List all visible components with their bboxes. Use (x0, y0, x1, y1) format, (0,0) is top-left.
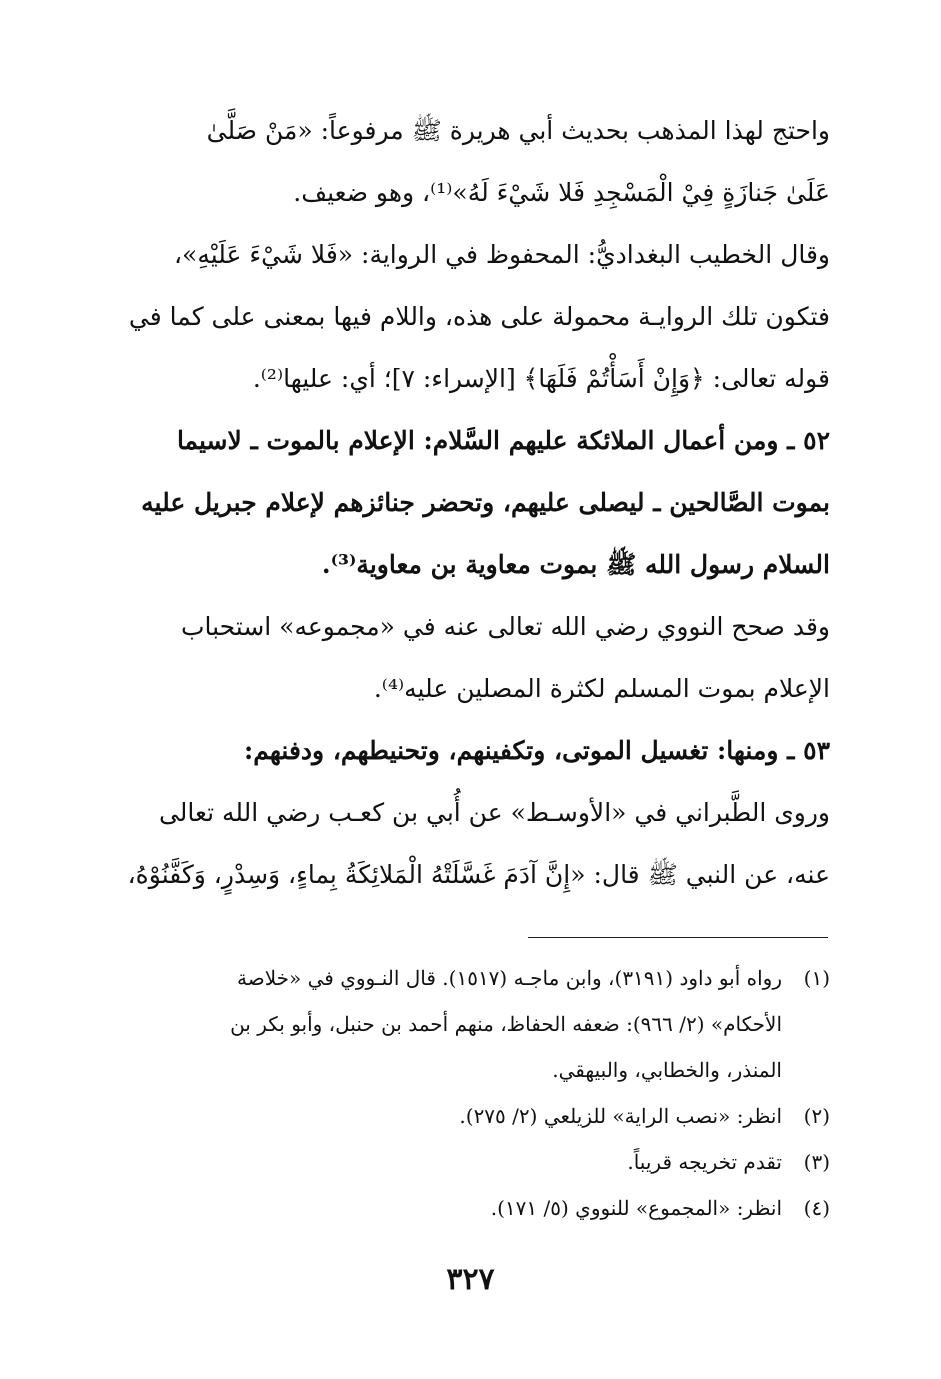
footnote-line (110, 955, 830, 1001)
paragraph (110, 782, 830, 906)
footnote-line: الأحكام» (٢/ ٩٦٦): ضعفه الحفاظ، منهم أحمد بن حنبل، وأبو بكر بن (230, 1012, 782, 1036)
text-line: ٥٢ ـ ومن أعمال الملائكة عليهم السَّلام: الإعلام بالموت ـ لاسيما (176, 426, 830, 455)
footnote-number: (١) (803, 966, 830, 990)
footnote-number: (٢) (803, 1104, 830, 1128)
text-line: وروى الطَّبراني في «الأوسـط» عن أُبي بن كعـب رضي الله تعالى (158, 798, 830, 827)
footnote-number: (٣) (803, 1150, 830, 1174)
footnote (110, 1139, 830, 1185)
text-line: السلام رسول الله ﷺ بموت معاوية بن معاوية⁽³⁾. (321, 550, 830, 579)
footnote-line (110, 1185, 830, 1231)
main-text (110, 100, 830, 906)
text-line: واحتج لهذا المذهب بحديث أبي هريرة ﷺ مرفوعاً: «مَنْ صَلَّىٰ (206, 116, 830, 145)
text-line: بموت الصَّالحين ـ ليصلى عليهم، وتحضر جنائزهم لإعلام جبريل عليه (141, 488, 830, 517)
footnote (110, 1185, 830, 1231)
text-line: وقد صحح النووي رضي الله تعالى عنه في «مجموعه» استحباب (180, 612, 830, 641)
text-line: قوله تعالى: ﴿وَإِنْ أَسَأْتُمْ فَلَهَا﴾ [الإسراء: ٧]؛ أي: عليها⁽²⁾. (252, 364, 830, 393)
text-line: فتكون تلك الروايـة محمولة على هذه، واللام فيها بمعنى على كما في (128, 302, 830, 331)
text-line: ٥٣ ـ ومنها: تغسيل الموتى، وتكفينهم، وتحنيطهم، ودفنهم: (244, 736, 830, 765)
text-line: وقال الخطيب البغداديُّ: المحفوظ في الرواية: «فَلا شَيْءَ عَلَيْهِ»، (173, 240, 830, 269)
footnote (110, 955, 830, 1093)
text-line: عنه، عن النبي ﷺ قال: «إِنَّ آدَمَ غَسَّلَتْهُ الْمَلائِكَةُ بِماءٍ، وَسِدْرٍ، وَكَفَّنُوْهُ، (127, 860, 830, 889)
footnotes (110, 955, 830, 1231)
page-number: ٣٢٧ (446, 1262, 495, 1297)
paragraph (110, 224, 830, 410)
footnote-line: المنذر، والخطابي، والبيهقي. (552, 1058, 782, 1082)
footnote-text: تقدم تخريجه قريباً. (627, 1150, 782, 1174)
section-52-heading (110, 410, 830, 596)
footnote (110, 1093, 830, 1139)
footnote-text: انظر: «المجموع» للنووي (٥/ ١٧١). (490, 1196, 782, 1220)
text-line: عَلَىٰ جَنازَةٍ فِيْ الْمَسْجِدِ فَلا شَيْءَ لَهُ»⁽¹⁾، وهو ضعيف. (293, 178, 830, 207)
footnote-text: انظر: «نصب الراية» للزيلعي (٢/ ٢٧٥). (459, 1104, 782, 1128)
section-53-heading (110, 720, 830, 782)
footnote-line (110, 1093, 830, 1139)
footnote-text: رواه أبو داود (٣١٩١)، وابن ماجـه (١٥١٧). قال النـووي في «خلاصة (237, 966, 782, 990)
footnote-divider (528, 937, 828, 938)
text-line: الإعلام بموت المسلم لكثرة المصلين عليه⁽⁴⁾. (373, 674, 830, 703)
footnote-line (110, 1139, 830, 1185)
paragraph (110, 100, 830, 224)
footnote-number: (٤) (803, 1196, 830, 1220)
paragraph (110, 596, 830, 720)
